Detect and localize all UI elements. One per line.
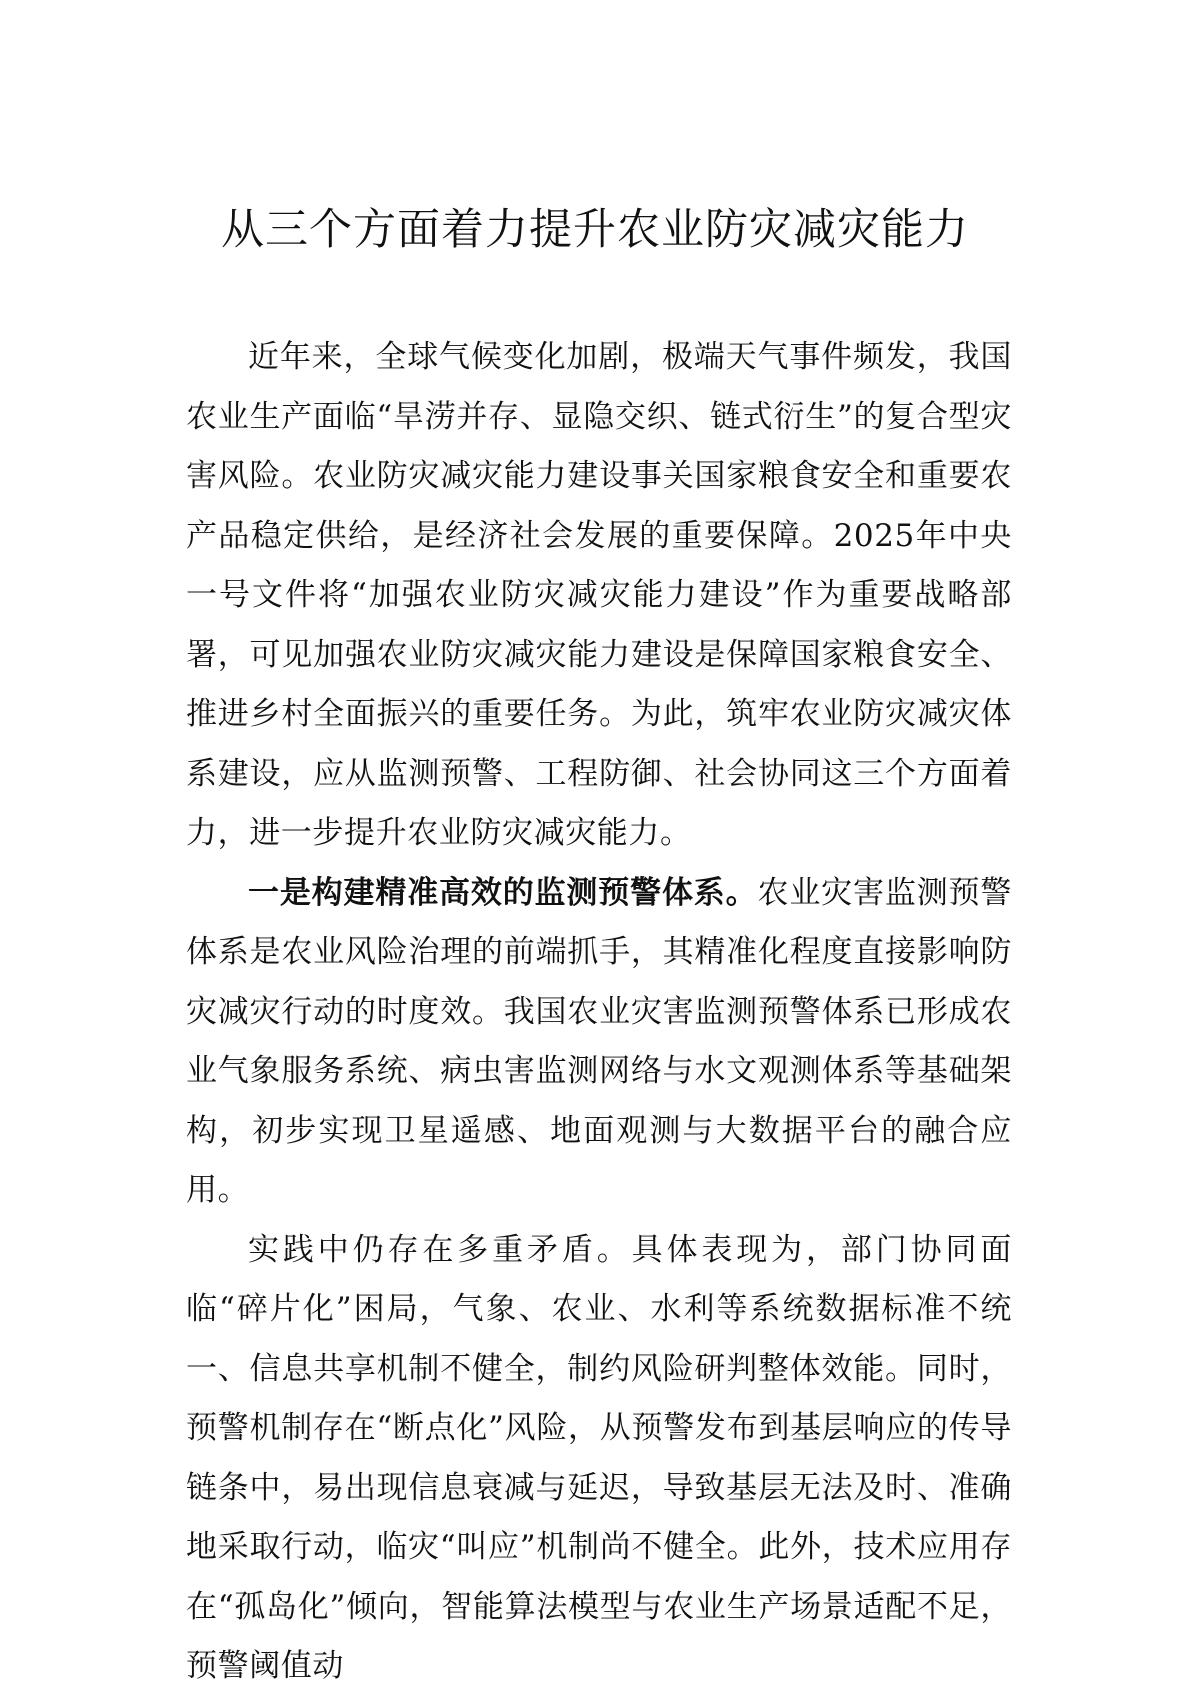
paragraph-intro xyxy=(186,328,1012,864)
paragraph-text: 农业灾害监测预警体系是农业风险治理的前端抓手，其精准化程度直接影响防灾减灾行动的时度效。我国农业灾害监测预警体系已形成农业气象服务系统、病虫害监测网络与水文观测体系等基础架构，初步实现卫星遥感、地面观测与大数据平台的融合应用。 xyxy=(186,874,1012,1208)
paragraph-practice xyxy=(186,1221,1012,1697)
document-title: 从三个方面着力提升农业防灾减灾能力 xyxy=(221,205,969,255)
paragraph-text: 近年来，全球气候变化加剧，极端天气事件频发，我国农业生产面临“旱涝并存、显隐交织、链式衍生”的复合型灾害风险。农业防灾减灾能力建设事关国家粮食安全和重要农产品稳定供给，是经济社会发展的重要保障。2025年中央一号文件将“加强农业防灾减灾能力建设”作为重要战略部署，可见加强农业防灾减灾能力建设是保障国家粮食安全、推进乡村全面振兴的重要任务。为此，筑牢农业防灾减灾体系建设，应从监测预警、工程防御、社会协同这三个方面着力，进一步提升农业防灾减灾能力。 xyxy=(186,339,1012,851)
paragraph-text: 实践中仍存在多重矛盾。具体表现为，部门协同面临“碎片化”困局，气象、农业、水利等系统数据标准不统一、信息共享机制不健全，制约风险研判整体效能。同时，预警机制存在“断点化”风险，从预警发布到基层响应的传导链条中，易出现信息衰减与延迟，导致基层无法及时、准确地采取行动，临灾“叫应”机制尚不健全。此外，技术应用存在“孤岛化”倾向，智能算法模型与农业生产场景适配不足，预警阈值动 xyxy=(186,1231,1012,1684)
paragraph-monitoring xyxy=(186,864,1012,1221)
document-body xyxy=(186,328,1012,1697)
paragraph-lead: 一是构建精准高效的监测预警体系。 xyxy=(248,874,758,911)
